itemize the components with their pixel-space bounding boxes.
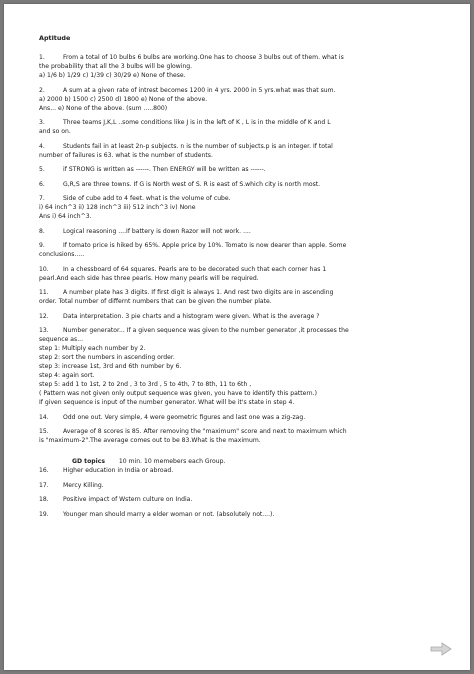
question-number: 13. <box>39 327 49 334</box>
question-text: Data interpretation. 3 pie charts and a histogram were given. What is the average ? <box>63 312 320 320</box>
gd-topic-text: Mercy Killing. <box>63 481 104 489</box>
question-text: a) 2000 b) 1500 c) 2500 d) 1800 e) None of the above. <box>39 95 208 103</box>
question-text: From a total of 10 bulbs 6 bulbs are working.One has to choose 3 bulbs out of them. what is <box>63 54 344 61</box>
question-number: 4. <box>39 142 45 150</box>
question-number: 10. <box>39 265 49 273</box>
question-text: A number plate has 3 digits. If first digit is always 1. And rest two digits are in ascending <box>63 289 334 296</box>
question-text: a) 1/6 b) 1/29 c) 1/39 c) 30/29 e) None of these. <box>39 72 186 79</box>
question-text: Odd one out. Very simple, 4 were geometric figures and last one was a zig-zag. <box>63 413 306 421</box>
question-first-line <box>39 427 431 436</box>
question-text: pearl.And each side has three pearls. How many pearls will be required. <box>39 274 259 282</box>
question-first-line <box>39 165 431 174</box>
gd-topic-list <box>39 466 431 519</box>
question-list <box>39 53 431 445</box>
question-text: order. Total number of differnt numbers that can be given the number plate. <box>39 298 272 305</box>
question-line <box>39 380 431 389</box>
question-number: 2. <box>39 86 45 94</box>
question-number: 11. <box>39 289 49 296</box>
document-page <box>4 4 470 670</box>
gd-title: GD topics <box>72 458 105 465</box>
question-number: 6. <box>39 180 45 188</box>
gd-topic-text: Higher education in India or abroad. <box>63 467 174 474</box>
question-line <box>39 371 431 380</box>
question-text: sequence as... <box>39 336 84 343</box>
gd-topic-number: 17. <box>39 481 49 489</box>
question-line <box>39 71 431 80</box>
question-number: 15. <box>39 428 49 435</box>
question-text: A sum at a given rate of intrest becomes 1200 in 4 yrs. 2000 in 5 yrs.what was that sum. <box>63 86 336 94</box>
question-first-line <box>39 326 431 335</box>
question-line <box>39 212 431 221</box>
question-line <box>39 344 431 353</box>
gd-topic-item <box>39 481 431 490</box>
question-item <box>39 86 431 113</box>
question-number: 7. <box>39 195 45 202</box>
question-text: Ans i) 64 inch^3. <box>39 213 92 220</box>
question-text: Number generator... If a given sequence was given to the number generator ,it processes the <box>63 327 349 334</box>
question-line <box>39 398 431 407</box>
question-item <box>39 288 431 306</box>
question-item <box>39 241 431 259</box>
question-text: i) 64 inch^3 ii) 128 inch^3 iii) 512 inch^3 iv) None <box>39 204 196 211</box>
question-number: 9. <box>39 242 45 249</box>
question-line <box>39 95 431 104</box>
question-number: 14. <box>39 413 49 421</box>
gd-topic-number: 18. <box>39 496 49 503</box>
question-line <box>39 353 431 362</box>
question-text: the probability that all the 3 bulbs will be glowing. <box>39 63 193 70</box>
question-text: step 2: sort the numbers in ascending order. <box>39 354 175 361</box>
question-text: number of failures is 63. what is the number of students. <box>39 151 213 159</box>
question-number: 5. <box>39 166 45 173</box>
question-item <box>39 413 431 422</box>
question-text: Three teams J,K,L ..some conditions like J is in the left of K , L is in the middle of K and L <box>63 119 331 126</box>
gd-subtitle: 10 min. 10 memebers each Group. <box>118 458 226 465</box>
question-line <box>39 297 431 306</box>
question-first-line <box>39 118 431 127</box>
question-text: conclusions..... <box>39 251 85 258</box>
gd-topic-text: Younger man should marry a elder woman or not. (absolutely not....). <box>63 510 275 518</box>
question-item <box>39 312 431 321</box>
question-text: Logical reasoning ....If battery is down Razor will not work. .... <box>63 227 251 235</box>
question-text: In a chessboard of 64 squares. Pearls are to be decorated such that each corner has 1 <box>63 265 327 273</box>
gd-heading <box>39 457 431 466</box>
question-text: step 1: Multiply each number by 2. <box>39 345 146 352</box>
document-content <box>39 34 431 519</box>
gd-topic-text: Positive impact of Wstern culture on India. <box>63 496 193 503</box>
question-first-line <box>39 265 431 274</box>
question-first-line <box>39 227 431 236</box>
question-text: step 5: add 1 to 1st, 2 to 2nd , 3 to 3rd , 5 to 4th, 7 to 8th, 11 to 6th , <box>39 381 252 388</box>
arrow-right-icon[interactable] <box>430 642 452 656</box>
question-text: Students fail in at least 2n-p subjects. n is the number of subjects.p is an integer. If total <box>63 142 333 150</box>
question-first-line <box>39 194 431 203</box>
question-item <box>39 194 431 221</box>
question-item <box>39 53 431 80</box>
gd-topic-number: 16. <box>39 467 49 474</box>
question-line <box>39 250 431 259</box>
gd-topic-number: 19. <box>39 510 49 518</box>
question-text: Side of cube add to 4 feet. what is the volume of cube. <box>63 195 231 202</box>
question-number: 3. <box>39 119 45 126</box>
question-item <box>39 326 431 407</box>
question-first-line <box>39 53 431 62</box>
question-text: ( Pattern was not given only output sequence was given, you have to identify this pattern.) <box>39 390 317 397</box>
question-text: If given sequence is input of the number generator. What will be it's state in step 4. <box>39 399 295 406</box>
question-line <box>39 203 431 212</box>
question-text: step 3: increase 1st, 3rd and 6th number by 6. <box>39 363 182 370</box>
question-item <box>39 165 431 174</box>
gd-topic-item <box>39 466 431 475</box>
question-first-line <box>39 413 431 422</box>
question-number: 1. <box>39 54 45 61</box>
question-item <box>39 265 431 283</box>
question-item <box>39 118 431 136</box>
question-first-line <box>39 180 431 189</box>
question-first-line <box>39 312 431 321</box>
question-first-line <box>39 86 431 95</box>
question-item <box>39 427 431 445</box>
question-text: Average of 8 scores is 85. After removing the "maximum" score and next to maximum which <box>63 428 347 435</box>
question-first-line <box>39 288 431 297</box>
question-item <box>39 180 431 189</box>
question-line <box>39 62 431 71</box>
question-item <box>39 142 431 160</box>
question-number: 8. <box>39 227 45 235</box>
question-text: step 4: again sort. <box>39 372 95 379</box>
question-first-line <box>39 241 431 250</box>
gd-topic-item <box>39 510 431 519</box>
question-text: and so on. <box>39 128 71 135</box>
question-line <box>39 436 431 445</box>
question-line <box>39 127 431 136</box>
question-line <box>39 335 431 344</box>
question-line <box>39 151 431 160</box>
gd-topic-item <box>39 495 431 504</box>
question-line <box>39 104 431 113</box>
question-text: if STRONG is written as ------. Then ENERGY will be written as ------. <box>63 166 266 173</box>
question-line <box>39 362 431 371</box>
question-line <box>39 389 431 398</box>
question-first-line <box>39 142 431 151</box>
section-heading: Aptitude <box>39 34 71 42</box>
question-line <box>39 274 431 283</box>
question-item <box>39 227 431 236</box>
question-number: 12. <box>39 312 49 320</box>
question-text: If tomato price is hiked by 65%. Apple price by 10%. Tomato is now dearer than apple. Some <box>63 242 347 249</box>
question-text: is "maximum-2".The average comes out to be 83.What is the maximum. <box>39 437 261 444</box>
question-text: G,R,S are three towns. If G is North west of S. R is east of S.which city is north most. <box>63 180 321 188</box>
question-text: Ans... e) None of the above. (sum .....800) <box>39 104 168 112</box>
